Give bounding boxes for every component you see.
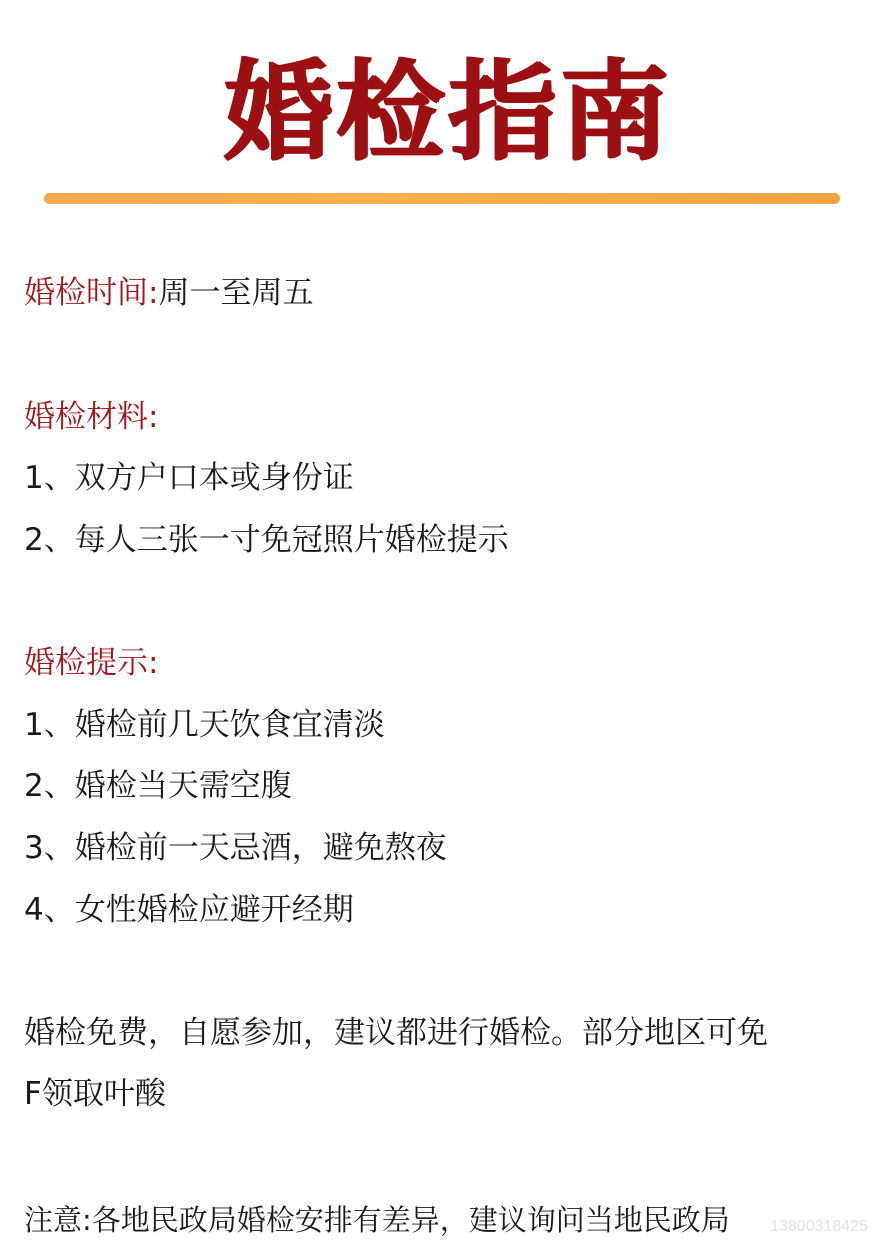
attention-note: 注意:各地民政局婚检安排有差异，建议询问当地民政局 (24, 1203, 730, 1237)
materials-item: 1、双方户口本或身份证 (24, 460, 354, 496)
exam-time-label: 婚检时间: (24, 275, 159, 311)
tips-item: 2、婚检当天需空腹 (24, 768, 292, 804)
materials-item: 2、每人三张一寸免冠照片婚检提示 (24, 522, 509, 558)
page-title: 婚检指南 (223, 50, 672, 175)
free-note-line-1: 婚检免费，自愿参加，建议都进行婚检。部分地区可免 (24, 1015, 768, 1051)
title-underline (44, 193, 840, 204)
tips-item: 3、婚检前一天忌酒，避免熬夜 (24, 830, 447, 866)
tips-item: 4、女性婚检应避开经期 (24, 892, 354, 928)
free-note-line-2: F领取叶酸 (24, 1076, 166, 1112)
tips-heading: 婚检提示: (24, 645, 159, 681)
watermark-text: 13800318425 (770, 1218, 868, 1235)
exam-time-value: 周一至周五 (158, 275, 314, 311)
materials-heading: 婚检材料: (24, 399, 159, 435)
exam-time-line (24, 273, 313, 313)
tips-item: 1、婚检前几天饮食宜清淡 (24, 707, 385, 743)
